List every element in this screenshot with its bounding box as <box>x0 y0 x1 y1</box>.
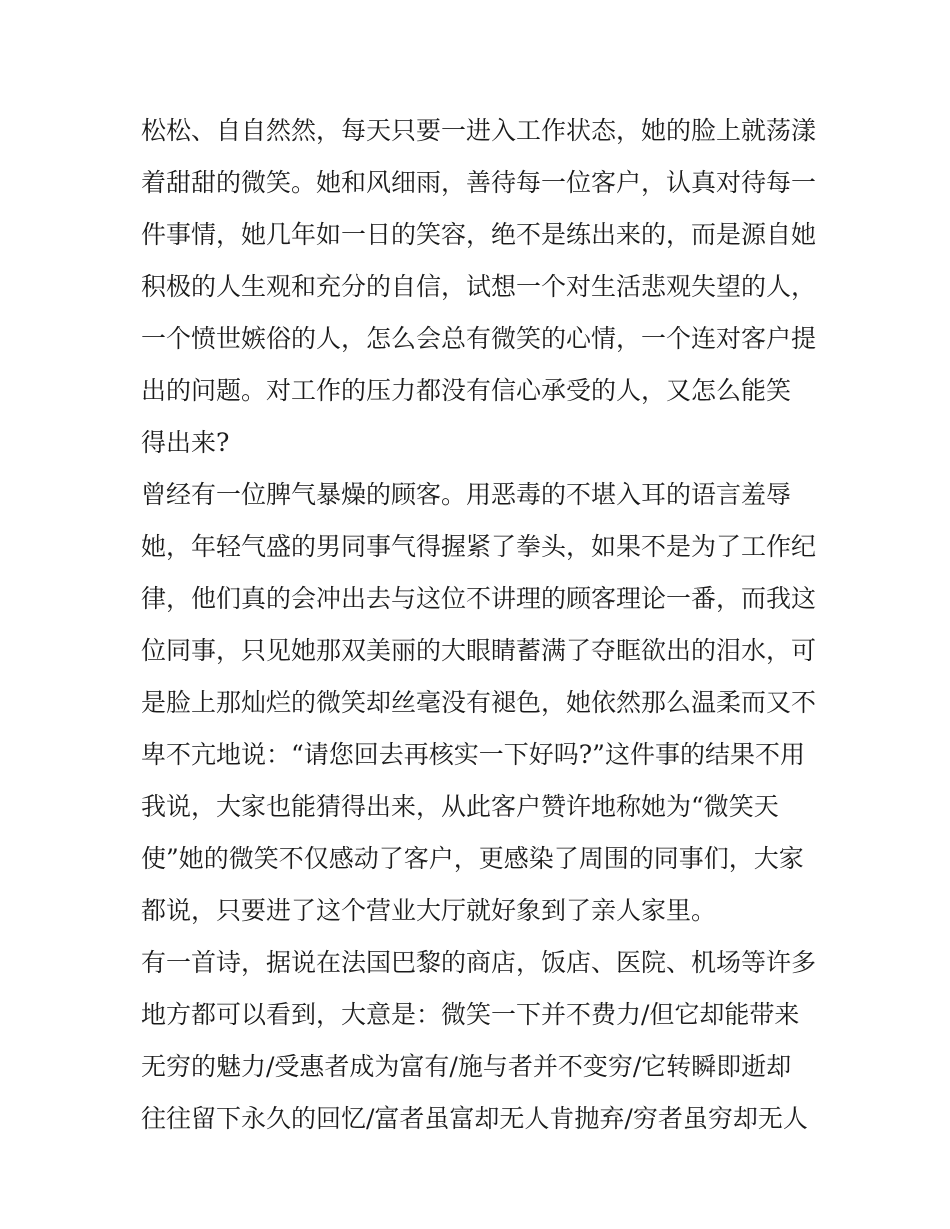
text-line-15: 使”她的微笑不仅感动了客户，更感染了周围的同事们，大家 <box>141 844 804 873</box>
text-line-10: 律，他们真的会冲出去与这位不讲理的顾客理论一番，而我这 <box>141 584 817 613</box>
text-line-4: 积极的人生观和充分的自信，试想一个对生活悲观失望的人， <box>141 272 817 301</box>
text-line-5: 一个愤世嫉俗的人，怎么会总有微笑的心情，一个连对客户提 <box>141 324 817 353</box>
text-line-16: 都说，只要进了这个营业大厅就好象到了亲人家里。 <box>141 896 717 925</box>
text-line-7: 得出来? <box>141 428 230 457</box>
text-line-17: 有一首诗，据说在法国巴黎的商店，饭店、医院、机场等许多 <box>141 948 817 977</box>
text-line-11: 位同事，只见她那双美丽的大眼睛蓄满了夺眶欲出的泪水，可 <box>141 636 817 665</box>
text-line-18: 地方都可以看到，大意是：微笑一下并不费力/但它却能带来 <box>141 1000 800 1029</box>
body-text <box>141 105 821 1145</box>
text-line-19: 无穷的魅力/受惠者成为富有/施与者并不变穷/它转瞬即逝却 <box>141 1052 792 1081</box>
text-line-13: 卑不亢地说：“请您回去再核实一下好吗?”这件事的结果不用 <box>141 740 805 769</box>
text-line-8: 曾经有一位脾气暴燥的顾客。用恶毒的不堪入耳的语言羞辱 <box>141 480 792 509</box>
text-line-12: 是脸上那灿烂的微笑却丝毫没有褪色，她依然那么温柔而又不 <box>141 688 817 717</box>
text-line-3: 件事情，她几年如一日的笑容，绝不是练出来的，而是源自她 <box>141 220 817 249</box>
text-line-9: 她，年轻气盛的男同事气得握紧了拳头，如果不是为了工作纪 <box>141 532 817 561</box>
text-line-2: 着甜甜的微笑。她和风细雨，善待每一位客户，认真对待每一 <box>141 168 817 197</box>
text-line-20: 往往留下永久的回忆/富者虽富却无人肯抛弃/穷者虽穷却无人 <box>141 1104 808 1133</box>
text-line-1: 松松、自自然然，每天只要一进入工作状态，她的脸上就荡漾 <box>141 116 817 145</box>
text-line-6: 出的问题。对工作的压力都没有信心承受的人，又怎么能笑 <box>141 376 792 405</box>
text-line-14: 我说，大家也能猜得出来，从此客户赞许地称她为“微笑天 <box>141 792 779 821</box>
